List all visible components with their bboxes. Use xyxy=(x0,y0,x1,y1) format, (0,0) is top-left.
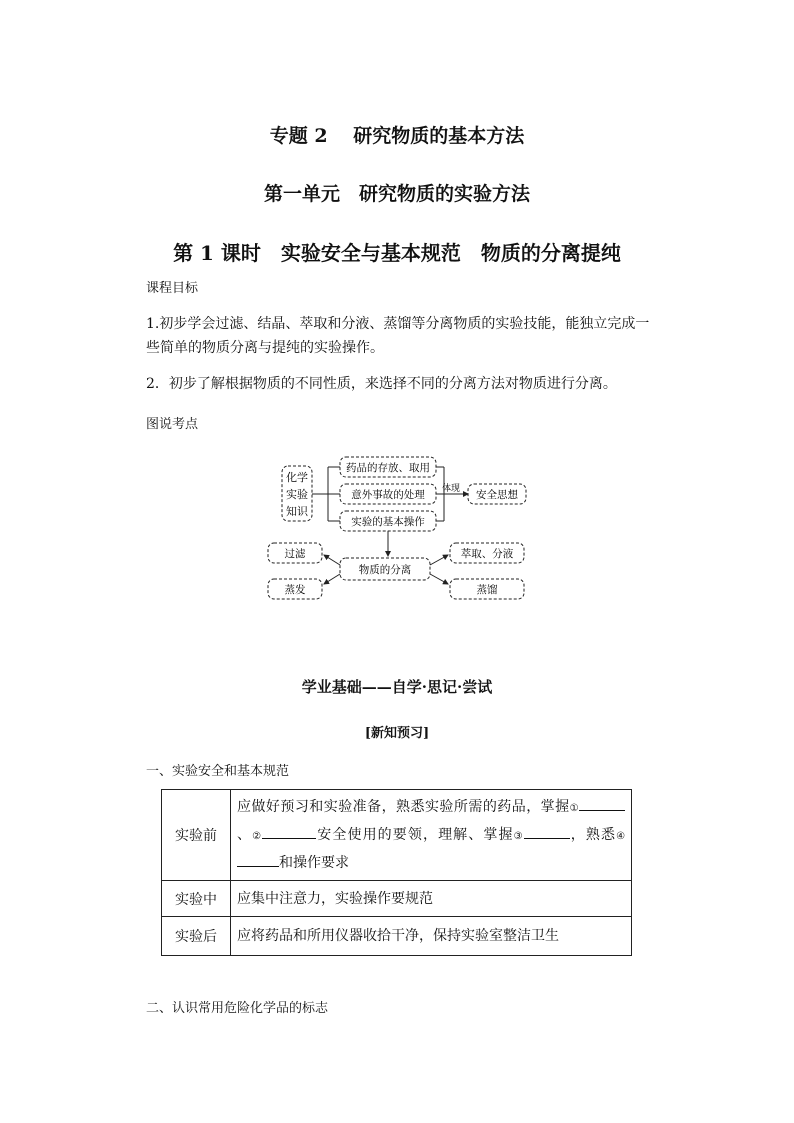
before-text-c: ，熟悉 xyxy=(569,827,617,843)
method-filter-label: 过滤 xyxy=(284,548,306,560)
blank-4[interactable] xyxy=(237,850,279,867)
method-distill-box xyxy=(450,579,524,599)
knowledge-box xyxy=(282,466,312,521)
row-label-before: 实验前 xyxy=(162,790,231,881)
table-row xyxy=(162,917,632,956)
method-evaporate-box xyxy=(268,579,322,599)
objective-2: 2．初步了解根据物质的不同性质，来选择不同的分离方法对物质进行分离。 xyxy=(146,376,617,392)
method-evaporate-label: 蒸发 xyxy=(284,584,306,596)
safety-idea-box xyxy=(468,484,526,504)
topic-title: 专题 2 研究物质的基本方法 xyxy=(269,125,525,147)
reflect-label: 体现 xyxy=(441,484,461,494)
objectives-heading: 课程目标 xyxy=(146,281,199,296)
table-row xyxy=(162,790,632,881)
table-row xyxy=(162,881,632,917)
before-text-a: 应做好预习和实验准备，熟悉实验所需的药品，掌握 xyxy=(237,799,570,815)
blank-1[interactable] xyxy=(579,794,625,811)
knowledge-line-1: 化学 xyxy=(286,471,308,484)
row-label-during: 实验中 xyxy=(162,881,231,917)
section-subtitle: [新知预习] xyxy=(364,726,430,741)
method-extract-box xyxy=(450,543,524,563)
separation-label: 物质的分离 xyxy=(358,564,412,576)
before-text-b: 安全使用的要领，理解、掌握 xyxy=(316,827,514,843)
blank-2[interactable] xyxy=(262,822,316,839)
row-text-after: 应将药品和所用仪器收拾干净，保持实验室整洁卫生 xyxy=(231,917,632,956)
blank-marker-2: ② xyxy=(252,831,263,842)
unit-title: 第一单元 研究物质的实验方法 xyxy=(263,183,530,205)
row-label-after: 实验后 xyxy=(162,917,231,956)
separation-box xyxy=(340,558,430,580)
blank-marker-3: ③ xyxy=(513,831,524,842)
method-extract-label: 萃取、分液 xyxy=(460,548,514,560)
safety-idea-label: 安全思想 xyxy=(476,489,518,501)
concept-diagram xyxy=(260,448,540,608)
item-accident-label: 意外事故的处理 xyxy=(351,489,425,501)
knowledge-line-2: 实验 xyxy=(286,488,308,501)
part1-heading: 一、实验安全和基本规范 xyxy=(146,764,290,779)
part2-heading: 二、认识常用危险化学品的标志 xyxy=(146,1001,329,1016)
before-text-d: 和操作要求 xyxy=(279,855,349,871)
safety-table xyxy=(161,789,632,956)
blank-3[interactable] xyxy=(524,822,570,839)
row-text-before xyxy=(231,790,632,881)
item-operation-label: 实验的基本操作 xyxy=(351,516,425,528)
item-operation xyxy=(340,511,436,531)
item-storage xyxy=(340,457,436,477)
lesson-title: 第 1 课时 实验安全与基本规范 物质的分离提纯 xyxy=(173,241,621,265)
row-text-during: 应集中注意力，实验操作要规范 xyxy=(231,881,632,917)
blank-marker-4: ④ xyxy=(616,831,626,842)
method-filter-box xyxy=(268,543,322,563)
objective-1: 1.初步学会过滤、结晶、萃取和分液、蒸馏等分离物质的实验技能，能独立完成一些简单的物质分离与提纯的实验操作。 xyxy=(146,316,650,356)
section-title: 学业基础——自学·思记·尝试 xyxy=(301,678,493,696)
diagram-heading: 图说考点 xyxy=(146,417,199,432)
method-distill-label: 蒸馏 xyxy=(476,584,498,596)
item-storage-label: 药品的存放、取用 xyxy=(346,462,430,474)
item-accident xyxy=(340,484,436,504)
blank-separator: 、 xyxy=(237,827,253,843)
knowledge-line-3: 知识 xyxy=(286,505,308,518)
blank-marker-1: ① xyxy=(569,803,580,814)
